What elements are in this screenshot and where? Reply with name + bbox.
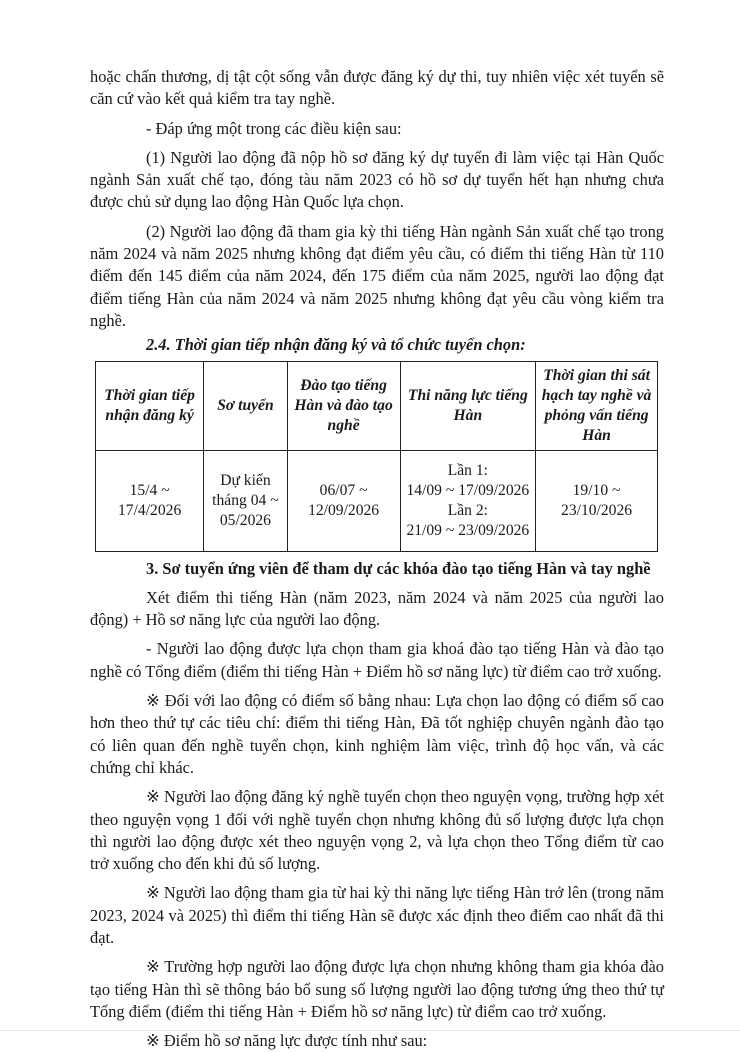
exam-round-2-dates: 21/09 ~ 23/09/2026 xyxy=(406,521,530,539)
schedule-table xyxy=(95,361,658,552)
cell-skill-test: 19/10 ~ 23/10/2026 xyxy=(536,450,658,551)
schedule-header-row xyxy=(96,361,658,450)
section-3-note: ※ Người lao động tham gia từ hai kỳ thi năng lực tiếng Hàn trở lên (trong năm 2023, 2024 và 2025) thì điểm thi tiếng Hàn sẽ được xác định theo điểm cao nhất đã thi đạt. xyxy=(90,883,664,948)
cell-registration: 15/4 ~ 17/4/2026 xyxy=(96,450,204,551)
exam-round-1-label: Lần 1: xyxy=(447,461,488,479)
exam-round-1-dates: 14/09 ~ 17/09/2026 xyxy=(406,481,530,499)
header-korean-exam: Thi năng lực tiếng Hàn xyxy=(400,361,536,450)
cell-preselection: Dự kiến tháng 04 ~ 05/2026 xyxy=(204,450,287,551)
section-3-paragraph: Xét điểm thi tiếng Hàn (năm 2023, năm 2024 và năm 2025 của người lao động) + Hồ sơ năng lực của người lao động. xyxy=(90,587,664,630)
header-preselection: Sơ tuyển xyxy=(204,361,287,450)
page-edge-divider xyxy=(0,1030,740,1031)
section-3-note: ※ Người lao động đăng ký nghề tuyển chọn theo nguyện vọng, trường hợp xét theo nguyện vọng 1 đối với nghề tuyển chọn nhưng không đủ số lượng được lựa chọn thì người lao động được xét theo nguyện vọng 2, và lựa chọn theo Tổng điểm từ cao trở xuống cho đến khi đủ số lượng. xyxy=(90,787,664,874)
paragraph-conditions-intro: - Đáp ứng một trong các điều kiện sau: xyxy=(146,118,402,138)
section-3-note: ※ Đối với lao động có điểm số bằng nhau: Lựa chọn lao động có điểm số cao hơn theo thứ tự các tiêu chí: điểm thi tiếng Hàn, Đã tốt nghiệp chuyên ngành đào tạo có liên quan đến nghề tuyển chọn, kinh nghiệm làm việc, trình độ học vấn, và các chứng chỉ khác. xyxy=(90,691,664,777)
section-2-4-title: 2.4. Thời gian tiếp nhận đăng ký và tổ chức tuyển chọn: xyxy=(146,335,526,355)
document-body xyxy=(90,66,664,1053)
header-training: Đào tạo tiếng Hàn và đào tạo nghề xyxy=(287,361,400,450)
cell-training: 06/07 ~ 12/09/2026 xyxy=(287,450,400,551)
section-3-paragraph: - Người lao động được lựa chọn tham gia khoá đào tạo tiếng Hàn và đào tạo nghề có Tổng điểm (điểm thi tiếng Hàn + Điểm hồ sơ năng lực) từ điểm cao trở xuống. xyxy=(90,639,664,681)
paragraph-continuation: hoặc chấn thương, dị tật cột sống vẫn được đăng ký dự thi, tuy nhiên việc xét tuyển sẽ căn cứ vào kết quả kiểm tra tay nghề. xyxy=(90,67,664,109)
header-skill-test: Thời gian thi sát hạch tay nghề và phỏng vấn tiếng Hàn xyxy=(536,361,658,450)
header-registration: Thời gian tiếp nhận đăng ký xyxy=(96,361,204,450)
exam-round-2-label: Lần 2: xyxy=(447,501,488,519)
cell-korean-exam xyxy=(400,450,536,551)
section-3-title: 3. Sơ tuyển ứng viên để tham dự các khóa đào tạo tiếng Hàn và tay nghề xyxy=(146,558,651,578)
paragraph-condition-1: (1) Người lao động đã nộp hồ sơ đăng ký dự tuyển đi làm việc tại Hàn Quốc ngành Sản xuất chế tạo, đóng tàu năm 2023 có hồ sơ dự tuyển hết hạn nhưng chưa được chủ sử dụng lao động Hàn Quốc lựa chọn. xyxy=(90,147,664,212)
schedule-data-row xyxy=(96,450,658,551)
section-3-note: ※ Trường hợp người lao động được lựa chọn nhưng không tham gia khóa đào tạo tiếng Hàn thì sẽ thông báo bổ sung số lượng người lao động tương ứng theo thứ tự Tổng điểm (điểm thi tiếng Hàn + Điểm hồ sơ năng lực) từ điểm cao trở xuống. xyxy=(90,957,664,1021)
section-3-note: ※ Điểm hồ sơ năng lực được tính như sau: xyxy=(146,1031,428,1051)
paragraph-condition-2: (2) Người lao động đã tham gia kỳ thi tiếng Hàn ngành Sản xuất chế tạo trong năm 2024 và năm 2025 nhưng không đạt điểm yêu cầu, có điểm thi tiếng Hàn từ 110 điểm đến 145 điểm của năm 2024, đến 175 điểm của năm 2025, người lao động đạt điểm tiếng Hàn của năm 2024 và năm 2025 nhưng không đạt yêu cầu vòng kiểm tra nghề. xyxy=(90,221,664,330)
